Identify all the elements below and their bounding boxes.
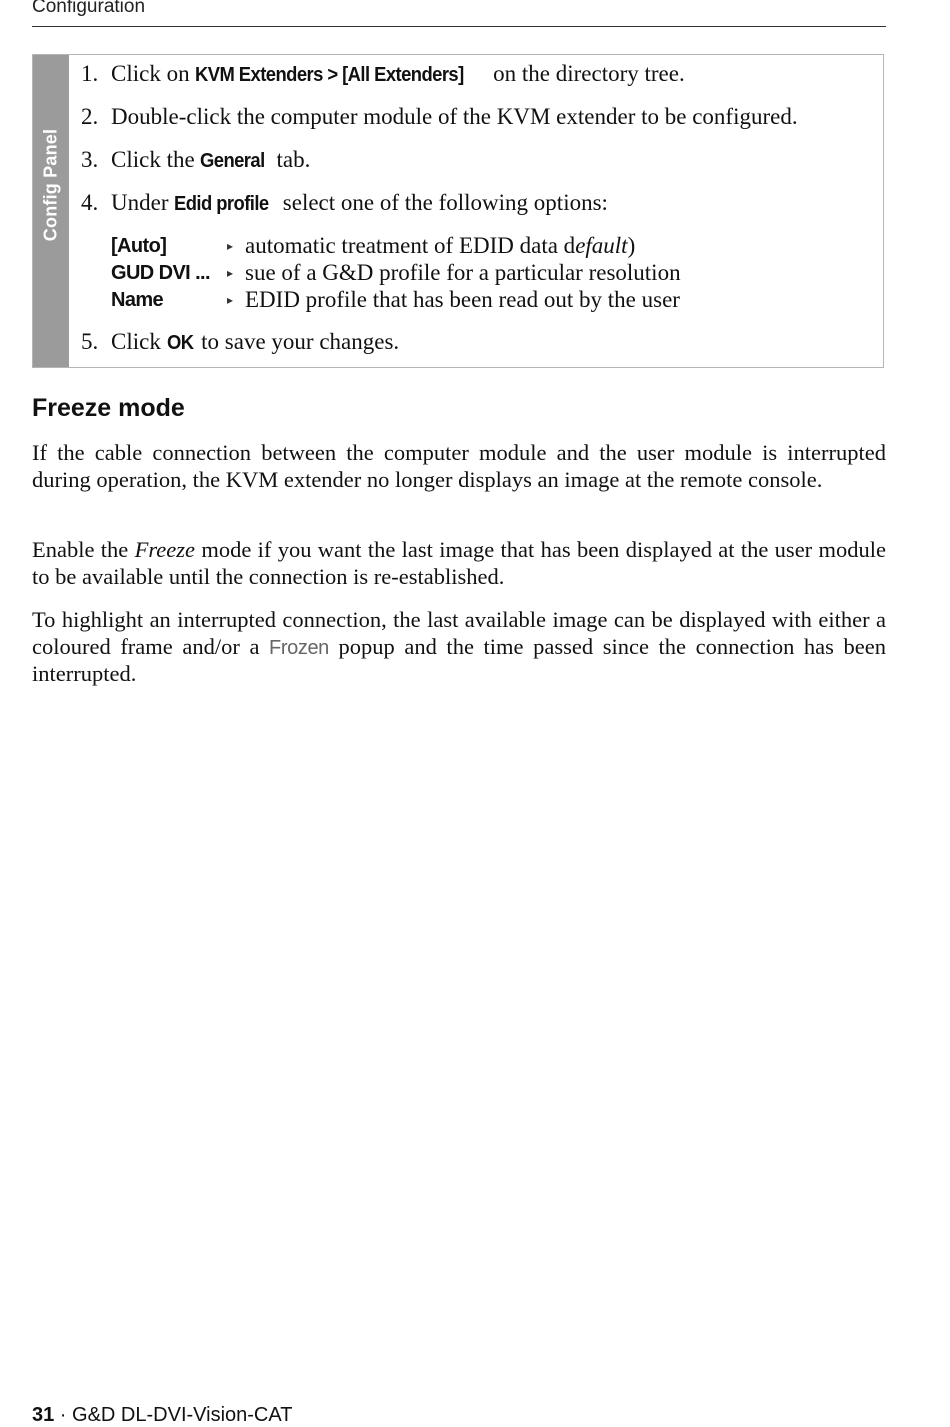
page-header bbox=[32, 0, 886, 27]
option-key: [Auto] bbox=[111, 235, 167, 257]
document-title: G&D DL-DVI-Vision-CAT bbox=[72, 1404, 293, 1426]
ui-path-kvm-extenders: KVM Extenders > [All Extenders] bbox=[195, 64, 465, 86]
ui-ok-button-label: OK bbox=[166, 332, 194, 354]
ui-edid-profile: Edid profile bbox=[174, 193, 269, 215]
paragraph-1: If the cable connection between the computer module and the user module is interrupted during operation, the KVM extender no longer displays an image at the remote console. bbox=[32, 440, 886, 492]
step-1: 1. Click on KVM Extenders > [All Extenders] on the directory tree. bbox=[81, 61, 685, 86]
step-4: 4. Under Edid profile select one of the following options: bbox=[81, 190, 608, 215]
config-panel-box bbox=[32, 54, 884, 368]
bullet-arrow-icon: ▸ bbox=[227, 266, 234, 280]
paragraph-2: Enable the Freeze mode if you want the last image that has been displayed at the user module to be available until the connection is re-established. bbox=[32, 537, 886, 589]
bullet-arrow-icon: ▸ bbox=[227, 293, 234, 307]
option-key: GUD DVI ... bbox=[111, 262, 210, 284]
paragraph-3: To highlight an interrupted connection, the last available image can be displayed with either a coloured frame and/or a Frozen popup and the time passed since the connection has been interrupted. bbox=[32, 607, 886, 686]
step-5: 5. Click OK to save your changes. bbox=[81, 329, 400, 354]
header-title: Configuration bbox=[32, 0, 146, 17]
page-footer: 31 · G&D DL-DVI-Vision-CAT bbox=[32, 1404, 293, 1426]
step-2: 2. Double-click the computer module of the KVM extender to be configured. bbox=[81, 104, 798, 129]
ui-general-tab: General bbox=[200, 150, 266, 172]
bullet-arrow-icon: ▸ bbox=[227, 239, 234, 253]
step-list: 1. Click on KVM Extenders > [All Extenders] on the directory tree. 2. Double-click the computer module of the KVM extender to be configured. 3. Click the General tab. 4. Under Edid profile select one of the following options: [Auto] ▸ automatic treatment of EDID data default) GUD DVI ... ▸ sue of a G&D profile for a particular resolution Name ▸ EDID profile that has been read out by the user 5. Click OK to save your changes. bbox=[81, 61, 798, 354]
section-heading: Freeze mode bbox=[32, 394, 185, 422]
step-3: 3. Click the General tab. bbox=[81, 147, 311, 172]
ui-frozen-label: Frozen bbox=[269, 636, 329, 659]
option-key: Name bbox=[111, 289, 164, 311]
config-panel-label: Config Panel bbox=[40, 128, 61, 242]
page-number: 31 bbox=[32, 1404, 55, 1426]
